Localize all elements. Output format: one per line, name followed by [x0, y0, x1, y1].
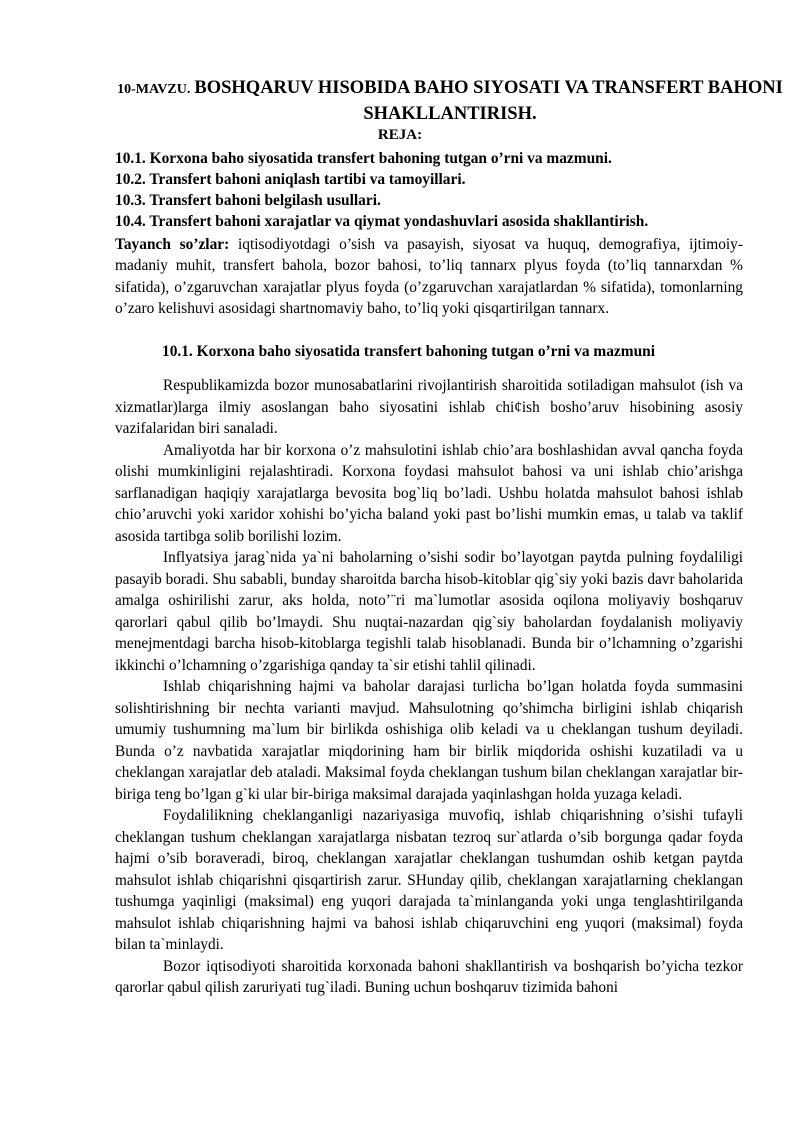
paragraph: Inflyatsiya jarag`nida ya`ni baholarning o’sishi sodir bo’layotgan paytda pulning foydaliligi pasayib boradi. Shu sababli, bunday sharoitda barcha hisob-kitoblar qig`siy yoki bazis davr baholarida amalga oshirilishi zarur, aks holda, noto’¨ri ma`lumotlar asosida oqilona moliyaviy boshqaruv qarorlari qabul qilib bo’lmaydi. Shu nuqtai-nazardan qig`siy baholardan foydalanish moliyaviy menejmentdagi barcha hisob-kitoblarga tegishli talab hisoblanadi. Bunda bir o’lchamning o’zgarishi ikkinchi o’lchamning o’zgarishiga qanday ta`sir etishi tahlil qilinadi. [115, 549, 743, 674]
paragraph: Respublikamizda bozor munosabatlarini rivojlantirish sharoitida sotiladigan mahsulot (ish va xizmatlar)larga ilmiy asoslangan baho siyosatini ishlab chi¢ish bosho’aruv hisobining asosiy vazifalaridan biri sanaladi. [115, 377, 743, 437]
plan-label: REJA: [377, 127, 423, 143]
title-prefix: 10-MAVZU. [117, 82, 191, 97]
plan-item: 10.1. Korxona baho siyosatida transfert bahoning tutgan o’rni va mazmuni. [115, 150, 612, 167]
paragraph: Foydalilikning cheklanganligi nazariyasiga muvofiq, ishlab chiqarishning o’sishi tufayli cheklangan tushum cheklangan xarajatlarga nisbatan tezroq sur`atlarda o’sib borgunga qadar foyda hajmi o’sib boraveradi, biroq, cheklangan xarajatlar cheklangan tushumdan oshib ketgan paytda mahsulot ishlab chiqarishni qisqartirish zarur. SHunday qilib, cheklangan xarajatlarning cheklangan tushumga yaqinligi (maksimal) eng yuqori darajada ta`minlanganda yoki unga tenglashtirilganda mahsulot ishlab chiqarishning hajmi va bahosi ishlab chiqaruvchini eng yuqori (maksimal) foyda bilan ta`minlaydi. [115, 807, 743, 953]
body-text [115, 375, 743, 999]
paragraph: Amaliyotda har bir korxona o’z mahsulotini ishlab chio’ara boshlashidan avval qancha foyda olishi mumkinligini rejalashtiradi. Korxona foydasi mahsulot bahosi va uni ishlab chio’arishga sarflanadigan haqiqiy xarajatlarga bevosita bog`liq bo’ladi. Ushbu holatda mahsulot bahosi ishlab chio’aruvchi yoki xaridor xohishi bo’yicha baland yoki past bo’lishi mumkin emas, u talab va taklif asosida tartibga solib borilishi lozim. [115, 441, 743, 545]
paragraph: Bozor iqtisodiyoti sharoitida korxonada bahoni shakllantirish va boshqarish bo’yicha tezkor qarorlar qabul qilish zaruriyati tug`iladi. Buning uchun boshqaruv tizimida bahoni [115, 957, 743, 996]
keywords-block [115, 234, 743, 320]
plan-list [115, 148, 755, 232]
title-main: BOSHQARUV HISOBIDA BAHO SIYOSATI VA TRANSFERT BAHONI SHAKLLANTIRISH. [194, 78, 783, 124]
keywords-label: Tayanch so’zlar: [115, 236, 230, 253]
plan-item: 10.4. Transfert bahoni xarajatlar va qiymat yondashuvlari asosida shakllantirish. [115, 213, 649, 230]
keywords-text: iqtisodiyotdagi o’sish va pasayish, siyosat va huquq, demografiya, ijtimoiy-madaniy muhit, transfert bahola, bozor bahosi, to’liq tannarx plyus foyda (to’liq tannarxdan % sifatida), o’zgaruvchan xarajatlar plyus foyda (o’zgaruvchan xarajatlardan % sifatida), tomonlarning o’zaro kelishuvi asosidagi shartnomaviy baho, to’liq yoki qisqartirilgan tannarx. [115, 236, 743, 318]
plan-item: 10.2. Transfert bahoni aniqlash tartibi va tamoyillari. [115, 171, 466, 188]
section-heading [0, 343, 800, 361]
document-title [100, 76, 800, 127]
section-heading-text: 10.1. Korxona baho siyosatida transfert bahoning tutgan o’rni va mazmuni [162, 343, 655, 360]
plan-item: 10.3. Transfert bahoni belgilash usullari. [115, 192, 381, 209]
paragraph: Ishlab chiqarishning hajmi va baholar darajasi turlicha bo’lgan holatda foyda summasini solishtirishning bir nechta varianti mavjud. Mahsulotning qo’shimcha birligini ishlab chiqarish umumiy tushumning ma`lum bir birlikda oshishiga olib keladi va u cheklangan tushum deyiladi. Bunda o’z navbatida xarajatlar miqdorining ham bir birlik miqdorida oshishi kuzatiladi va u cheklangan xarajatlar deb ataladi. Maksimal foyda cheklangan tushum bilan cheklangan xarajatlar bir-biriga teng bo’lgan g`ki ular bir-biriga maksimal darajada yaqinlashgan holda yuzaga keladi. [115, 678, 743, 803]
